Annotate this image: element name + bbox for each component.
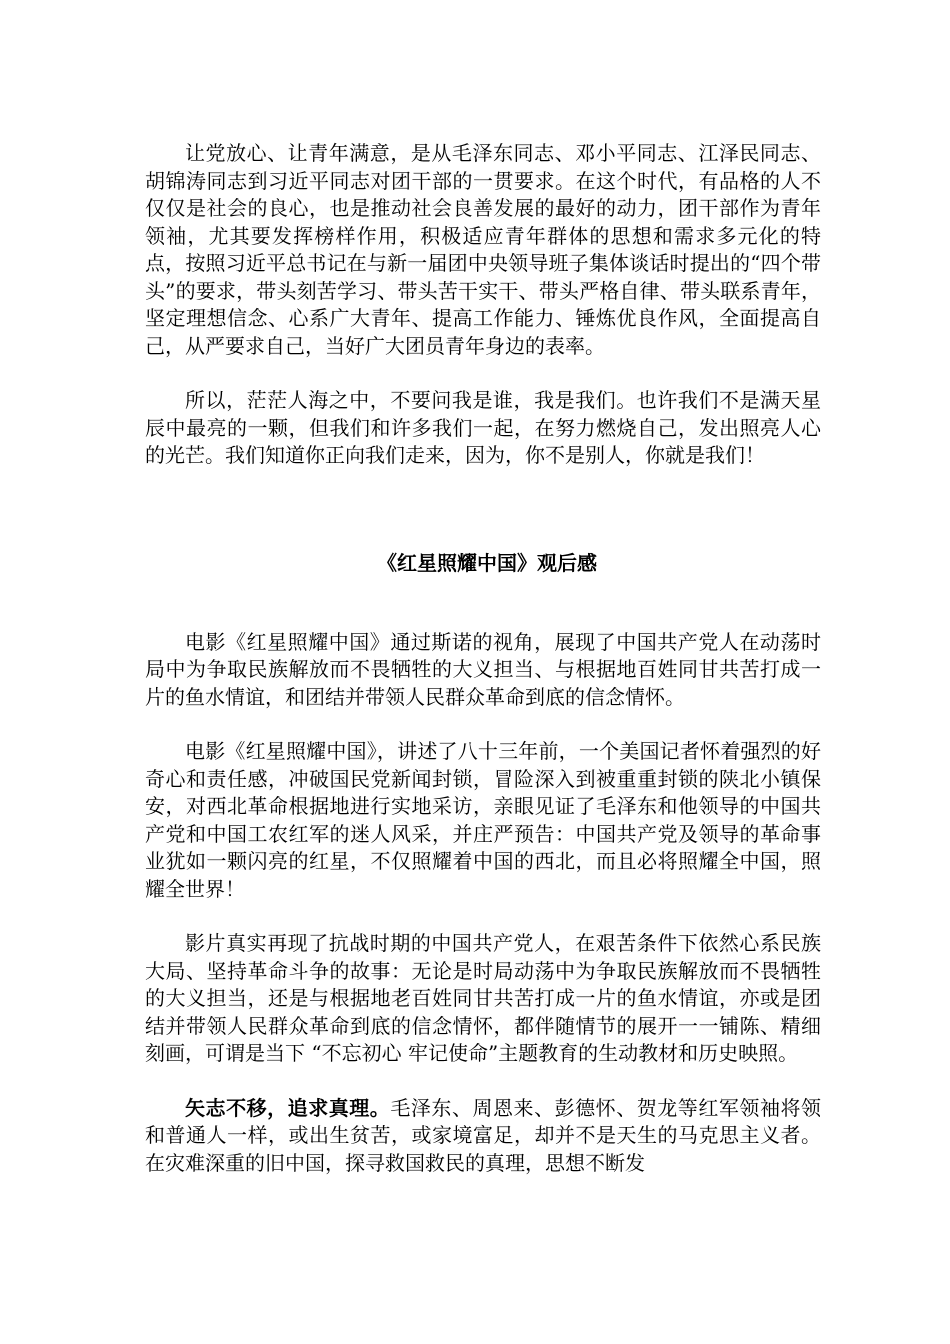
title-gap <box>145 577 821 629</box>
paragraph-gap <box>145 711 821 738</box>
section-gap <box>145 470 821 550</box>
paragraph-pursue-truth <box>145 1095 821 1178</box>
paragraph-gap <box>145 1068 821 1095</box>
paragraph-bold-lead: 矢志不移，追求真理。 <box>185 1095 391 1120</box>
paragraph-gap <box>145 360 821 387</box>
paragraph-film-reenactment: 影片真实再现了抗战时期的中国共产党人，在艰苦条件下依然心系民族大局、坚持革命斗争的故事：无论是时局动荡中为争取民族解放而不畏牺牲的大义担当，还是与根据地老百姓同甘共苦打成一片的鱼水情谊，亦或是团结并带领人民群众革命到底的信念情怀，都伴随情节的展开一一铺陈、精细刻画，可谓是当下 “不忘初心 牢记使命”主题教育的生动教材和历史映照。 <box>145 931 821 1065</box>
paragraph-we-are-us: 所以，茫茫人海之中，不要问我是谁，我是我们。也许我们不是满天星辰中最亮的一颗，但我们和许多我们一起，在努力燃烧自己，发出照亮人心的光芒。我们知道你正向我们走来，因为，你不是别人，你就是我们！ <box>145 388 821 467</box>
paragraph-gap <box>145 903 821 930</box>
paragraph-body-text: 毛泽东、周恩来、彭德怀、贺龙等红军领袖将领和普通人一样，或出生贫苦，或家境富足，却并不是天生的马克思主义者。在灾难深重的旧中国，探寻救国救民的真理，思想不断发 <box>145 1095 822 1175</box>
document-page <box>145 140 821 1177</box>
paragraph-film-overview: 电影《红星照耀中国》通过斯诺的视角，展现了中国共产党人在动荡时局中为争取民族解放而不畏牺牲的大义担当、与根据地百姓同甘共苦打成一片的鱼水情谊，和团结并带领人民群众革命到底的信念情怀。 <box>145 629 821 709</box>
section-title: 《红星照耀中国》观后感 <box>377 550 597 575</box>
paragraph-film-story: 电影《红星照耀中国》，讲述了八十三年前，一个美国记者怀着强烈的好奇心和责任感，冲破国民党新闻封锁，冒险深入到被重重封锁的陕北小镇保安，对西北革命根据地进行实地采访，亲眼见证了毛泽东和他领导的中国共产党和中国工农红军的迷人风采，并庄严预告：中国共产党及领导的革命事业犹如一颗闪亮的红星，不仅照耀着中国的西北，而且必将照耀全中国，照耀全世界！ <box>145 739 821 901</box>
paragraph-league-cadre-requirements: 让党放心、让青年满意，是从毛泽东同志、邓小平同志、江泽民同志、胡锦涛同志到习近平同志对团干部的一贯要求。在这个时代，有品格的人不仅仅是社会的良心，也是推动社会良善发展的最好的动力，团干部作为青年领袖，尤其要发挥榜样作用，积极适应青年群体的思想和需求多元化的特点，按照习近平总书记在与新一届团中央领导班子集体谈话时提出的“四个带头”的要求，带头刻苦学习、带头苦干实干、带头严格自律、带头联系青年，坚定理想信念、心系广大青年、提高工作能力、锤炼优良作风，全面提高自己，从严要求自己，当好广大团员青年身边的表率。 <box>145 141 821 358</box>
